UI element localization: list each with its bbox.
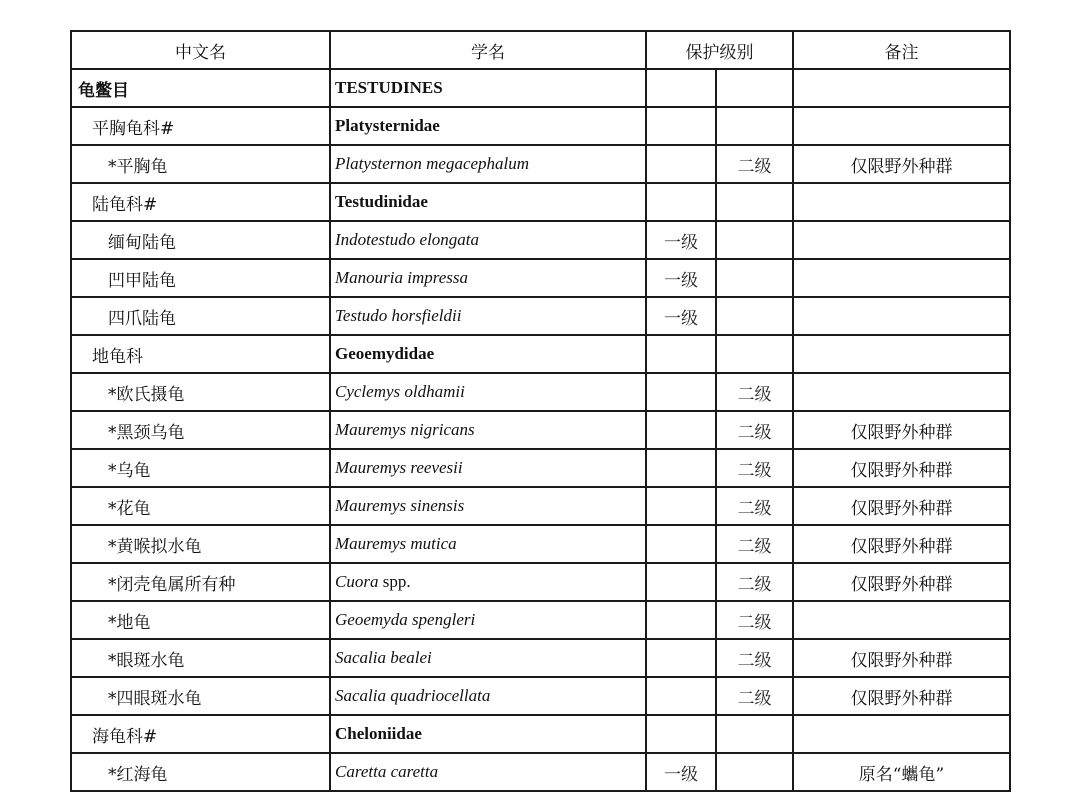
scientific-name-cell: Cheloniidae (330, 715, 646, 753)
table-row-species (71, 373, 1010, 411)
chinese-name-cell: 地龟科 (71, 335, 330, 373)
chinese-name-cell: 陆龟科# (71, 183, 330, 221)
level-1-cell (646, 373, 716, 411)
level-2-cell: 二级 (716, 563, 793, 601)
level-1-cell: 一级 (646, 753, 716, 791)
note-cell (793, 335, 1010, 373)
scientific-name-cell (330, 563, 646, 601)
note-cell: 仅限野外种群 (793, 525, 1010, 563)
note-cell: 仅限野外种群 (793, 487, 1010, 525)
scientific-name-cell: Geoemyda spengleri (330, 601, 646, 639)
scientific-name-cell: Testudinidae (330, 183, 646, 221)
level-1-cell (646, 563, 716, 601)
note-cell (793, 69, 1010, 107)
level-1-cell (646, 411, 716, 449)
table-row-family (71, 335, 1010, 373)
note-cell (793, 259, 1010, 297)
chinese-name-cell: *地龟 (71, 601, 330, 639)
note-cell: 仅限野外种群 (793, 449, 1010, 487)
level-2-cell (716, 335, 793, 373)
level-2-cell: 二级 (716, 601, 793, 639)
note-cell (793, 221, 1010, 259)
level-1-cell (646, 677, 716, 715)
table-row-species (71, 487, 1010, 525)
scientific-name-cell: Testudo horsfieldii (330, 297, 646, 335)
chinese-name-cell: *欧氏摄龟 (71, 373, 330, 411)
level-1-cell (646, 335, 716, 373)
table-row-species (71, 639, 1010, 677)
scientific-name-cell: Platysternidae (330, 107, 646, 145)
level-1-cell (646, 639, 716, 677)
table-row-species (71, 525, 1010, 563)
chinese-name-cell: 凹甲陆龟 (71, 259, 330, 297)
scientific-name-cell: Mauremys nigricans (330, 411, 646, 449)
level-2-cell (716, 221, 793, 259)
level-2-cell (716, 259, 793, 297)
level-1-cell (646, 183, 716, 221)
level-2-cell: 二级 (716, 487, 793, 525)
scientific-name-cell: Platysternon megacephalum (330, 145, 646, 183)
scientific-name-cell: Mauremys reevesii (330, 449, 646, 487)
scientific-name-cell: Indotestudo elongata (330, 221, 646, 259)
level-2-cell (716, 69, 793, 107)
level-2-cell (716, 107, 793, 145)
chinese-name-cell: 海龟科# (71, 715, 330, 753)
scientific-name-cell: Geoemydidae (330, 335, 646, 373)
table-row-species (71, 145, 1010, 183)
header-scientific-name: 学名 (330, 31, 646, 69)
table-row-species (71, 297, 1010, 335)
scientific-name-cell: Cyclemys oldhamii (330, 373, 646, 411)
scientific-name-cell: Caretta caretta (330, 753, 646, 791)
table-row-species (71, 449, 1010, 487)
level-2-cell: 二级 (716, 373, 793, 411)
level-1-cell (646, 601, 716, 639)
chinese-name-cell: 龟鳖目 (71, 69, 330, 107)
level-1-cell (646, 69, 716, 107)
level-2-cell: 二级 (716, 525, 793, 563)
level-1-cell: 一级 (646, 259, 716, 297)
table-row-species (71, 259, 1010, 297)
species-protection-table-wrapper (70, 30, 1011, 792)
level-2-cell (716, 297, 793, 335)
table-row-species (71, 601, 1010, 639)
scientific-name-cell: TESTUDINES (330, 69, 646, 107)
level-2-cell: 二级 (716, 639, 793, 677)
table-row-family (71, 715, 1010, 753)
scientific-name-cell: Sacalia quadriocellata (330, 677, 646, 715)
scientific-name-cell: Mauremys mutica (330, 525, 646, 563)
chinese-name-cell: *花龟 (71, 487, 330, 525)
table-row-species (71, 411, 1010, 449)
scientific-name-cell: Sacalia bealei (330, 639, 646, 677)
species-protection-table (70, 30, 1011, 792)
chinese-name-cell: 四爪陆龟 (71, 297, 330, 335)
chinese-name-cell: *四眼斑水龟 (71, 677, 330, 715)
table-row-species (71, 563, 1010, 601)
note-cell (793, 373, 1010, 411)
level-2-cell (716, 183, 793, 221)
level-2-cell (716, 753, 793, 791)
note-cell: 仅限野外种群 (793, 411, 1010, 449)
header-chinese-name: 中文名 (71, 31, 330, 69)
chinese-name-cell: 缅甸陆龟 (71, 221, 330, 259)
note-cell (793, 297, 1010, 335)
header-protection-level: 保护级别 (646, 31, 793, 69)
table-row-family (71, 183, 1010, 221)
table-row-species (71, 221, 1010, 259)
level-1-cell (646, 449, 716, 487)
chinese-name-cell: *黄喉拟水龟 (71, 525, 330, 563)
header-note: 备注 (793, 31, 1010, 69)
level-2-cell: 二级 (716, 145, 793, 183)
note-cell (793, 601, 1010, 639)
note-cell (793, 715, 1010, 753)
note-cell: 仅限野外种群 (793, 563, 1010, 601)
chinese-name-cell: *眼斑水龟 (71, 639, 330, 677)
note-cell: 仅限野外种群 (793, 145, 1010, 183)
table-row-family (71, 107, 1010, 145)
note-cell: 仅限野外种群 (793, 677, 1010, 715)
table-row-species (71, 753, 1010, 791)
level-2-cell: 二级 (716, 449, 793, 487)
genus-name: Cuora (335, 572, 379, 591)
scientific-name-cell: Mauremys sinensis (330, 487, 646, 525)
chinese-name-cell: *闭壳龟属所有种 (71, 563, 330, 601)
chinese-name-cell: *平胸龟 (71, 145, 330, 183)
level-1-cell (646, 487, 716, 525)
level-2-cell (716, 715, 793, 753)
chinese-name-cell: *乌龟 (71, 449, 330, 487)
level-1-cell (646, 145, 716, 183)
chinese-name-cell: *红海龟 (71, 753, 330, 791)
note-cell (793, 107, 1010, 145)
scientific-name-cell: Manouria impressa (330, 259, 646, 297)
level-1-cell (646, 107, 716, 145)
note-cell: 仅限野外种群 (793, 639, 1010, 677)
note-cell (793, 183, 1010, 221)
level-1-cell: 一级 (646, 221, 716, 259)
level-1-cell (646, 525, 716, 563)
note-cell: 原名“蠵龟” (793, 753, 1010, 791)
table-row-species (71, 677, 1010, 715)
spp-suffix: spp. (378, 572, 411, 591)
table-row-order (71, 69, 1010, 107)
chinese-name-cell: *黑颈乌龟 (71, 411, 330, 449)
chinese-name-cell: 平胸龟科# (71, 107, 330, 145)
table-header-row (71, 31, 1010, 69)
level-2-cell: 二级 (716, 411, 793, 449)
level-2-cell: 二级 (716, 677, 793, 715)
level-1-cell: 一级 (646, 297, 716, 335)
level-1-cell (646, 715, 716, 753)
